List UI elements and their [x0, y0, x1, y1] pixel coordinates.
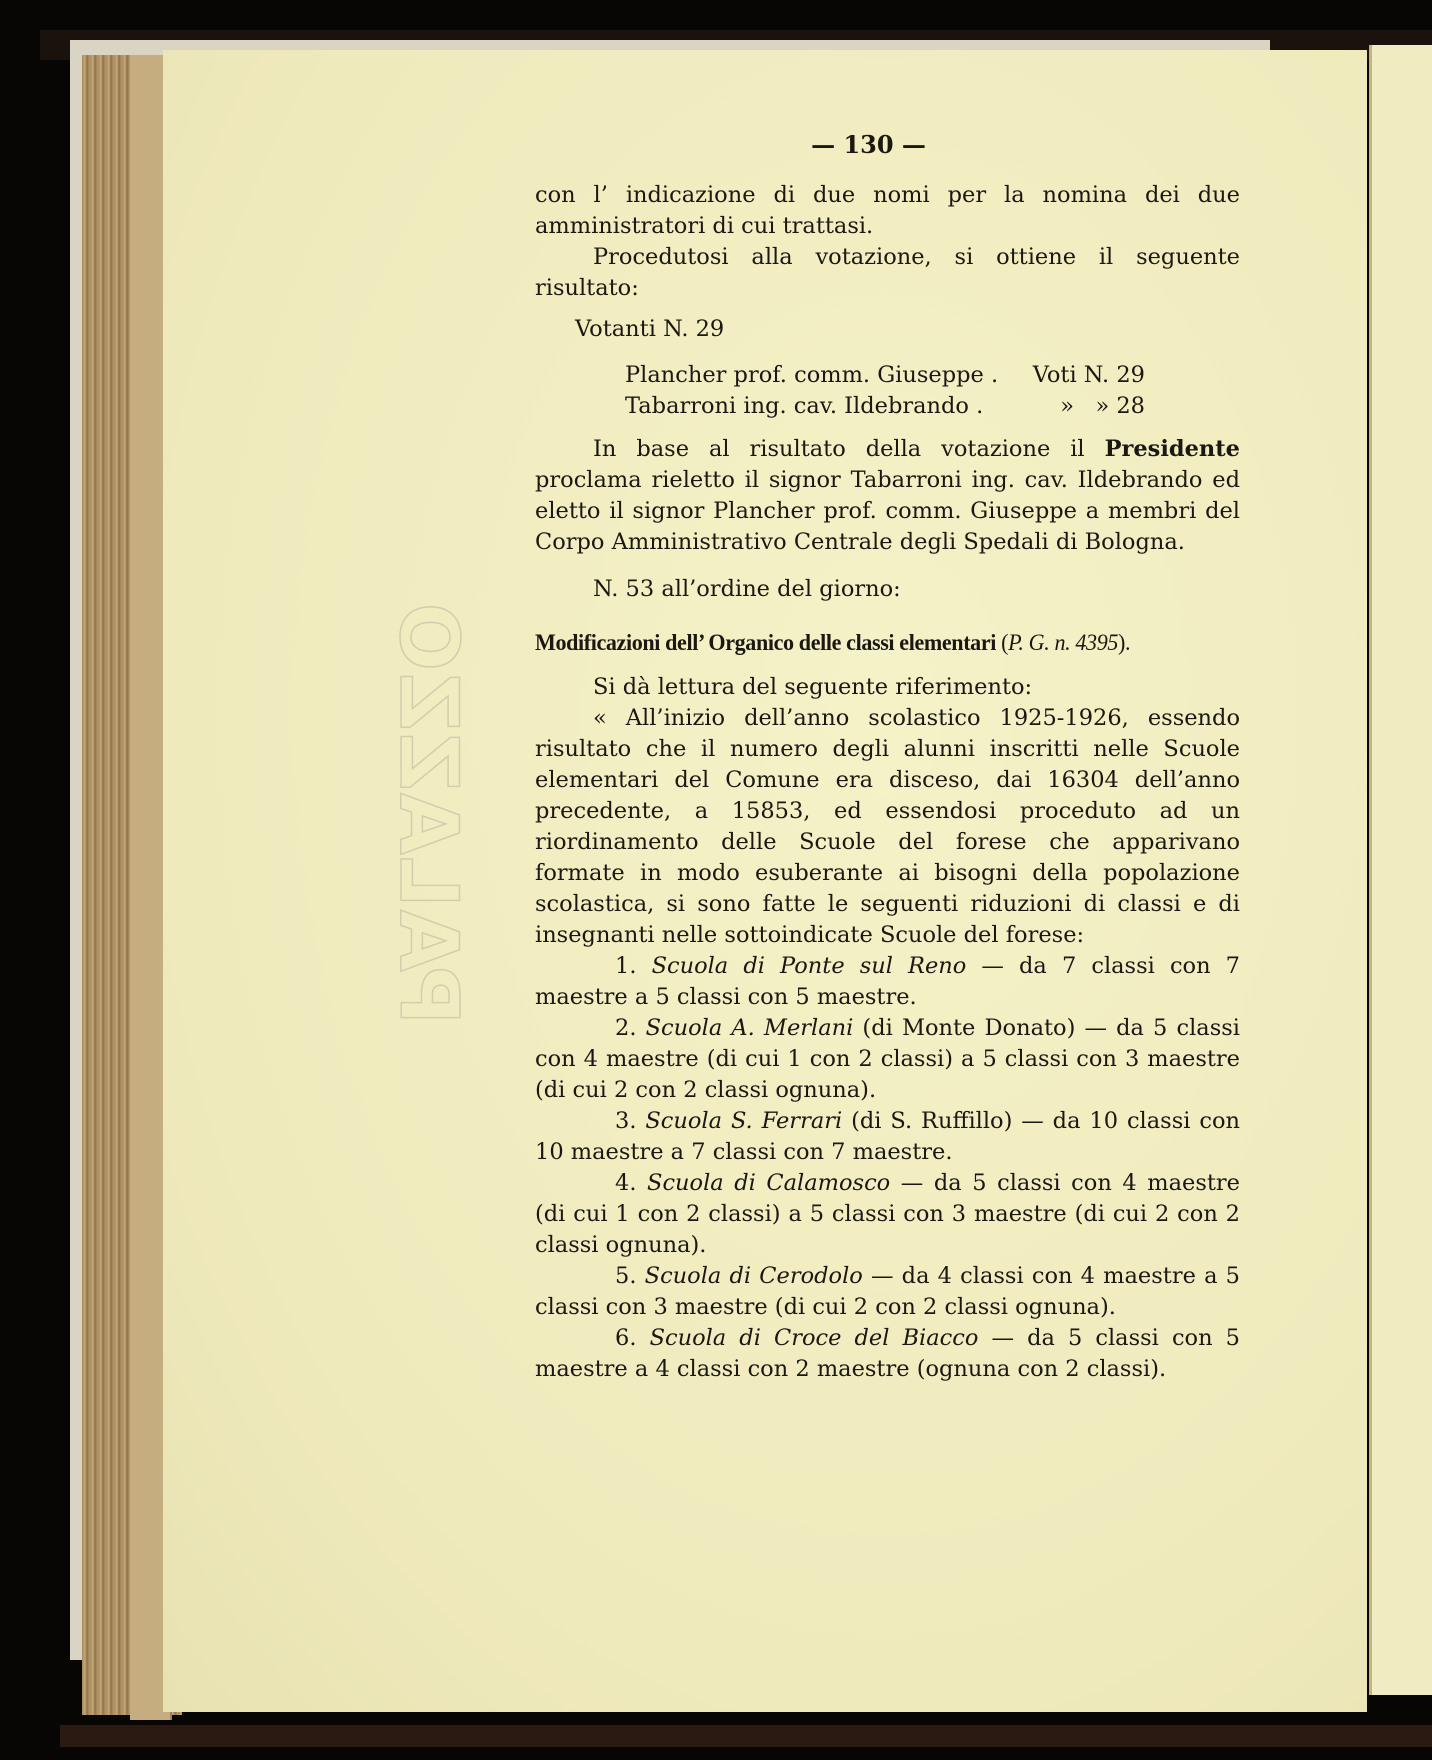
school-name: Scuola di Ponte sul Reno [651, 953, 967, 979]
page-body [535, 180, 1240, 1385]
protocol-ref: P. G. n. 4395 [1008, 630, 1119, 655]
item-detail: — da 7 classi con 7 maestre a 5 classi con 5 maestre. [535, 953, 1240, 1010]
section-heading [535, 627, 1212, 658]
procedure-paragraph: Procedutosi alla votazione, si ottiene il seguente risultato: [535, 244, 1240, 301]
school-name: Scuola di Croce del Biacco [649, 1325, 979, 1351]
list-item [535, 1106, 1240, 1168]
candidate-name: Plancher prof. comm. Giuseppe . [625, 362, 999, 388]
quote-paragraph: « All’inizio dell’anno scolastico 1925-1926, essendo risultato che il numero degli alunni inscritti nelle Scuole elementari del Comune era disceso, dai 16304 dell’anno precedente, a 15853, ed essendosi proceduto ad un riordinamento delle Scuole del forese che apparivano formate in modo esuberante ai bisogni della popolazione scolastica, si sono fatte le seguenti riduzioni di classi e di insegnanti nelle sottoindicate Scuole del forese: [535, 705, 1240, 948]
page-number-text: — 130 — [811, 130, 926, 159]
item-detail: — da 5 classi con 4 maestre (di cui 1 con 2 classi) a 5 classi con 3 maestre (di cui 2 con 2 classi ognuna). [535, 1170, 1240, 1258]
list-item [535, 1261, 1240, 1323]
vote-row [625, 360, 1145, 391]
vote-results [625, 360, 1145, 422]
item-number: 2. [615, 1015, 637, 1041]
paren-open: ( [995, 630, 1009, 655]
school-name: Scuola A. Merlani [645, 1015, 854, 1041]
heading-ref [996, 630, 1130, 655]
votanti-line: Votanti N. 29 [575, 316, 725, 342]
candidate-votes: Voti N. 29 [1032, 362, 1145, 388]
agenda-item: N. 53 all’ordine del giorno: [593, 576, 901, 602]
list-item [535, 1168, 1240, 1261]
paren-close: ). [1118, 630, 1131, 655]
result-text-cont: proclama rieletto il signor Tabarroni ing. cav. Ildebrando ed eletto il signor Plancher prof. comm. Giuseppe a membri del Corpo Amministrativo Centrale degli Spedali di Bologna. [535, 467, 1240, 555]
item-detail: — da 5 classi con 5 maestre a 4 classi con 2 maestre (ognuna con 2 classi). [535, 1325, 1240, 1382]
item-number: 1. [615, 953, 637, 979]
facing-page-edge [1369, 45, 1432, 1695]
list-item [535, 1323, 1240, 1385]
item-number: 4. [615, 1170, 637, 1196]
item-detail: (di Monte Donato) — da 5 classi con 4 maestre (di cui 1 con 2 classi) a 5 classi con 3 maestre (di cui 2 con 2 classi ognuna). [535, 1015, 1240, 1103]
vote-row [625, 391, 1145, 422]
item-number: 6. [615, 1325, 637, 1351]
president-bold: Presidente [1104, 436, 1240, 462]
list-item [535, 951, 1240, 1013]
result-text: In base al risultato della votazione il [593, 436, 1105, 462]
school-name: Scuola di Cerodolo [644, 1263, 863, 1289]
item-detail: — da 4 classi con 4 maestre a 5 classi con 3 maestre (di cui 2 con 2 classi ognuna). [535, 1263, 1240, 1320]
school-name: Scuola di Calamosco [647, 1170, 891, 1196]
candidate-votes: » » 28 [1060, 393, 1145, 419]
result-paragraph [535, 434, 1240, 558]
item-detail: (di S. Ruffillo) — da 10 classi con 10 maestre a 7 classi con 7 maestre. [535, 1108, 1240, 1165]
reading-line: Si dà lettura del seguente riferimento: [593, 674, 1033, 700]
book-cover-bottom [60, 1725, 1432, 1747]
item-number: 5. [615, 1263, 637, 1289]
heading-title: Modificazioni dell’ Organico delle classi elementari [535, 630, 996, 655]
page-number [0, 130, 1432, 159]
intro-paragraph: con l’ indicazione di due nomi per la nomina dei due amministratori di cui trattasi. [535, 182, 1240, 239]
item-number: 3. [615, 1108, 637, 1134]
candidate-name: Tabarroni ing. cav. Ildebrando . [625, 393, 984, 419]
school-name: Scuola S. Ferrari [645, 1108, 843, 1134]
stamp-bleed-through: PALAZZO [382, 600, 475, 1025]
list-item [535, 1013, 1240, 1106]
